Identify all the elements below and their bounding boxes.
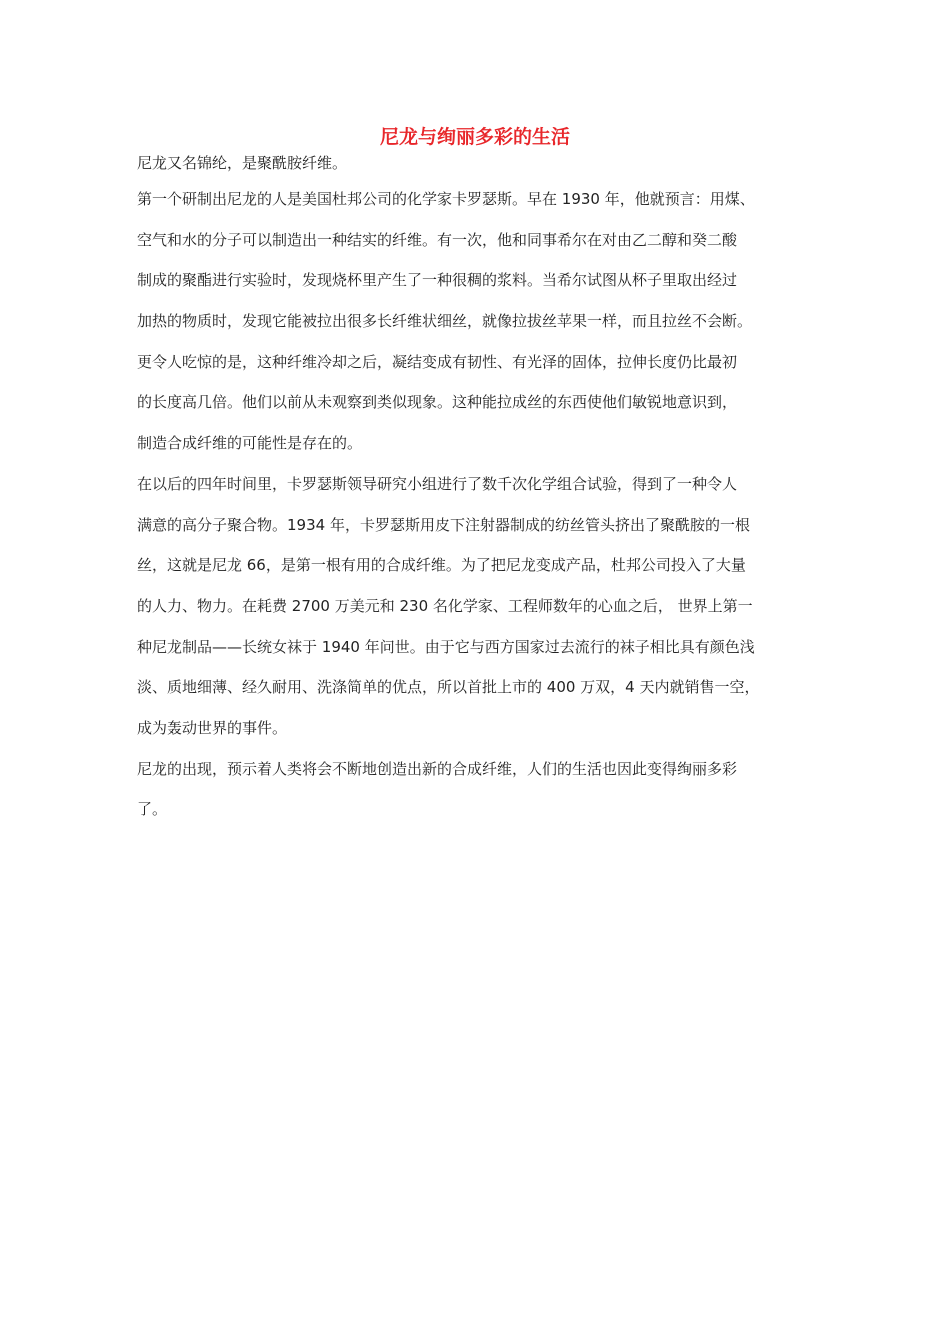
body-line: 的长度高几倍。他们以前从未观察到类似现象。这种能拉成丝的东西使他们敏锐地意识到， (137, 393, 738, 412)
body-line: 尼龙的出现，预示着人类将会不断地创造出新的合成纤维，人们的生活也因此变得绚丽多彩 (137, 759, 738, 778)
body-line: 在以后的四年时间里，卡罗瑟斯领导研究小组进行了数千次化学组合试验，得到了一种令人 (137, 474, 738, 493)
body-line: 制造合成纤维的可能性是存在的。 (137, 434, 363, 453)
body-line: 成为轰动世界的事件。 (137, 718, 288, 737)
body-line: 淡、质地细薄、经久耐用、洗涤简单的优点，所以首批上市的 400 万双，4 天内就销售一空， (137, 678, 760, 697)
body-line: 空气和水的分子可以制造出一种结实的纤维。有一次，他和同事希尔在对由乙二醇和癸二酸 (137, 230, 738, 249)
document-title: 尼龙与绚丽多彩的生活 (379, 126, 570, 148)
body-line: 丝，这就是尼龙 66，是第一根有用的合成纤维。为了把尼龙变成产品，杜邦公司投入了大量 (137, 556, 746, 575)
document-body (137, 147, 827, 830)
body-line: 更令人吃惊的是，这种纤维冷却之后，凝结变成有韧性、有光泽的固体，拉伸长度仍比最初 (137, 352, 738, 371)
body-line: 尼龙又名锦纶，是聚酰胺纤维。 (137, 154, 348, 172)
body-line: 第一个研制出尼龙的人是美国杜邦公司的化学家卡罗瑟斯。早在 1930 年，他就预言：用煤、 (137, 190, 755, 208)
body-line: 了。 (137, 800, 168, 819)
body-line: 加热的物质时，发现它能被拉出很多长纤维状细丝，就像拉拔丝苹果一样，而且拉丝不会断。 (137, 312, 753, 331)
body-line: 种尼龙制品——长统女袜于 1940 年问世。由于它与西方国家过去流行的袜子相比具有颜色浅 (137, 637, 755, 656)
body-line: 的人力、物力。在耗费 2700 万美元和 230 名化学家、工程师数年的心血之后， 世界上第一 (137, 596, 753, 615)
body-line: 制成的聚酯进行实验时，发现烧杯里产生了一种很稠的浆料。当希尔试图从杯子里取出经过 (137, 271, 738, 290)
body-line: 满意的高分子聚合物。1934 年，卡罗瑟斯用皮下注射器制成的纺丝管头挤出了聚酰胺的一根 (137, 515, 750, 534)
